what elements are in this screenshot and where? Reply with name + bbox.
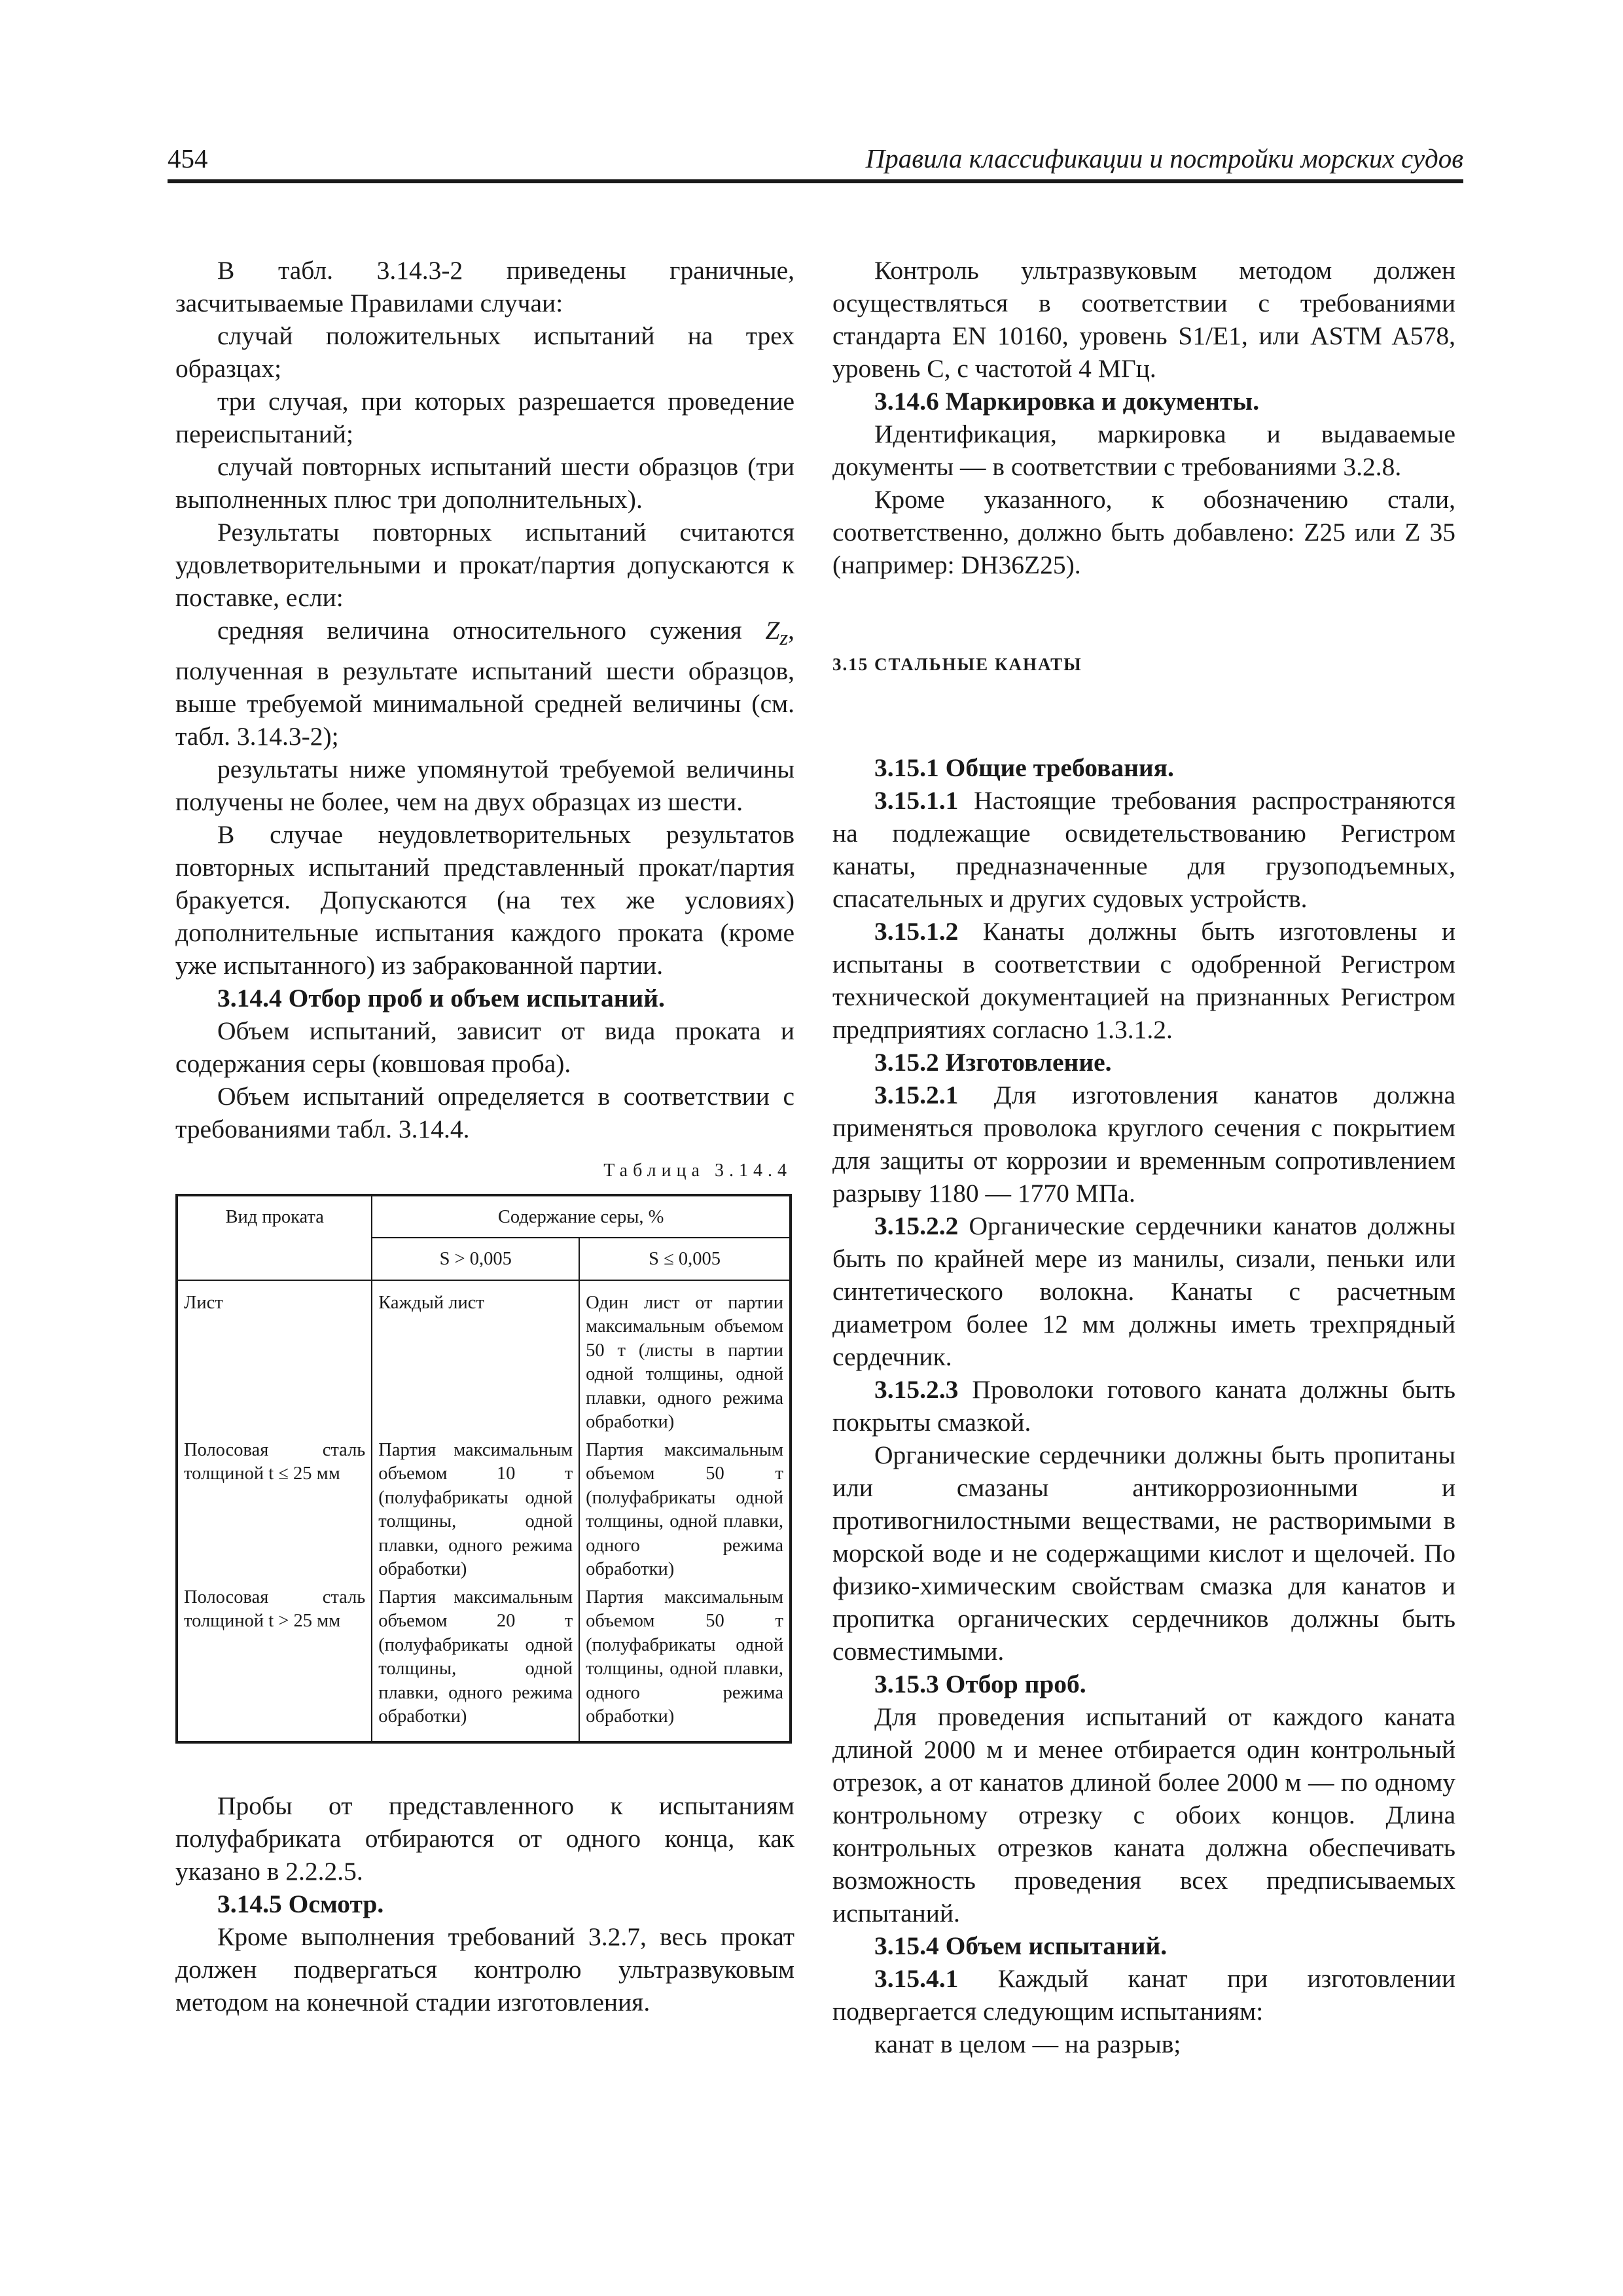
clause-number: 3.15.1.2 [874, 917, 959, 946]
heading-3-15-4: 3.15.4 Объем испытаний. [874, 1931, 1168, 1960]
cell-gt: Партия максимальным объемом 10 т (полуфабрикаты одной толщины, одной плавки, одного режима обработки) [372, 1435, 579, 1582]
paragraph: Для проведения испытаний от каждого каната длиной 2000 м и менее отбирается один контрольный отрезок, а от канатов длиной более 2000 м — по одному контрольному отрезку с обоих концов. Длина контрольных отрезков каната должна обеспечивать возможность проведения всех предписываемых испытаний. [832, 1702, 1455, 1928]
clause-text: Для изготовления канатов должна применяться проволока круглого сечения с покрытием для защиты от коррозии и временным сопротивлением разрыву 1180 — 1770 МПа. [832, 1081, 1455, 1208]
right-column [832, 254, 1455, 2060]
paragraph: канат в целом — на разрыв; [874, 2030, 1181, 2058]
header-sulfur: Содержание серы, % [372, 1195, 791, 1238]
text-fragment: средняя величина относительного сужения [217, 616, 766, 645]
paragraph: случай положительных испытаний на трех образцах; [175, 321, 794, 383]
clause-number: 3.15.4.1 [874, 1964, 959, 1993]
heading-3-14-6: 3.14.6 Маркировка и документы. [874, 387, 1260, 416]
clause-3-15-2-1 [832, 1079, 1455, 1210]
clause-text: Канаты должны быть изготовлены и испытаны в соответствии с одобренной Регистром технической документацией на признанных Регистром предприятиях согласно 1.3.1.2. [832, 917, 1455, 1044]
cell-le: Партия максимальным объемом 50 т (полуфабрикаты одной толщины, одной плавки, одного режима обработки) [579, 1435, 791, 1582]
clause-3-15-1-1 [832, 784, 1455, 915]
paragraph: Идентификация, маркировка и выдаваемые документы — в соответствии с требованиями 3.2.8. [832, 420, 1455, 481]
paragraph: В случае неудовлетворительных результатов повторных испытаний представленный прокат/партия бракуется. Допускаются (на тех же условиях) дополнительные испытания каждого проката (кроме уже испытанного) из забракованной партии. [175, 819, 794, 980]
paragraph: Кроме выполнения требований 3.2.7, весь прокат должен подвергаться контролю ультразвуковым методом на конечной стадии изготовления. [175, 1922, 794, 2017]
paragraph: Объем испытаний, зависит от вида проката и содержания серы (ковшовая проба). [175, 1016, 794, 1078]
cell-kind: Полосовая сталь толщиной t > 25 мм [177, 1582, 372, 1742]
heading-3-15-1: 3.15.1 Общие требования. [874, 753, 1174, 782]
paragraph: Кроме указанного, к обозначению стали, соответственно, должно быть добавлено: Z25 или Z 35 (например: DH36Z25). [832, 485, 1455, 579]
header-sulfur-le: S ≤ 0,005 [579, 1238, 791, 1280]
clause-text: Проволоки готового каната должны быть покрыты смазкой. [832, 1375, 1455, 1437]
table-caption: Таблица 3.14.4 [603, 1160, 792, 1181]
section-title-3-15: 3.15 СТАЛЬНЫЕ КАНАТЫ [832, 655, 1082, 674]
table-3-14-4 [175, 1194, 792, 1744]
heading-3-14-5: 3.14.5 Осмотр. [217, 1889, 384, 1918]
clause-number: 3.15.2.1 [874, 1081, 959, 1109]
clause-text: Органические сердечники канатов должны быть по крайней мере из манилы, сизали, пеньки или синтетического волокна. Канаты с расчетным диаметром более 12 мм должны иметь трехпрядный сердечник. [832, 1211, 1455, 1371]
paragraph: Органические сердечники должны быть пропитаны или смазаны антикоррозионными и противогнилостными веществами, не растворимыми в морской воде и не содержащими кислот и щелочей. По физико-химическим свойствам смазка для канатов и пропитка органических сердечников должны быть совместимыми. [832, 1441, 1455, 1666]
clause-3-15-4-1 [832, 1962, 1455, 2028]
clause-text: Настоящие требования распространяются на подлежащие освидетельствованию Регистром канаты, предназначенные для грузоподъемных, спасательных и других судовых устройств. [832, 786, 1455, 913]
cell-kind: Полосовая сталь толщиной t ≤ 25 мм [177, 1435, 372, 1582]
paragraph: Результаты повторных испытаний считаются удовлетворительными и прокат/партия допускаются к поставке, если: [175, 518, 794, 612]
clause-text: Каждый канат при изготовлении подвергается следующим испытаниям: [832, 1964, 1455, 2026]
cell-gt: Партия максимальным объемом 20 т (полуфабрикаты одной толщины, одной плавки, одного режима обработки) [372, 1582, 579, 1742]
cell-le: Один лист от партии максимальным объемом 50 т (листы в партии одной толщины, одной плавки, одного режима обработки) [579, 1280, 791, 1435]
cell-kind: Лист [177, 1280, 372, 1435]
clause-3-15-1-2 [832, 915, 1455, 1046]
clause-number: 3.15.2.3 [874, 1375, 959, 1404]
text-fragment: , полученная в результате испытаний шести образцов, выше требуемой минимальной средней величины (см. табл. 3.14.3-2); [175, 616, 794, 751]
table-row [177, 1435, 791, 1582]
paragraph: Объем испытаний определяется в соответствии с требованиями табл. 3.14.4. [175, 1081, 794, 1143]
paragraph: результаты ниже упомянутой требуемой величины получены не более, чем на двух образцах из шести. [175, 754, 794, 816]
paragraph-reduction [175, 614, 794, 753]
heading-3-14-4: 3.14.4 Отбор проб и объем испытаний. [217, 983, 665, 1013]
running-title: Правила классификации и постройки морских судов [865, 143, 1463, 173]
paragraph: В табл. 3.14.3-2 приведены граничные, засчитываемые Правилами случаи: [175, 256, 794, 317]
left-column [175, 254, 794, 2018]
header-sulfur-gt: S > 0,005 [372, 1238, 579, 1280]
symbol-z-subscript: z [779, 626, 789, 650]
heading-3-15-2: 3.15.2 Изготовление. [874, 1048, 1112, 1077]
page-header [168, 136, 1463, 183]
clause-number: 3.15.1.1 [874, 786, 959, 815]
header-kind: Вид проката [177, 1195, 372, 1280]
cell-gt: Каждый лист [372, 1280, 579, 1435]
symbol-z: Z [765, 616, 780, 645]
clause-3-15-2-2 [832, 1210, 1455, 1373]
clause-3-15-2-3 [832, 1373, 1455, 1439]
cell-le: Партия максимальным объемом 50 т (полуфабрикаты одной толщины, одной плавки, одного режима обработки) [579, 1582, 791, 1742]
table-row [177, 1582, 791, 1742]
heading-3-15-3: 3.15.3 Отбор проб. [874, 1670, 1086, 1698]
paragraph: случай повторных испытаний шести образцов (три выполненных плюс три дополнительных). [175, 452, 794, 514]
paragraph: три случая, при которых разрешается проведение переиспытаний; [175, 387, 794, 448]
clause-number: 3.15.2.2 [874, 1211, 959, 1240]
paragraph: Пробы от представленного к испытаниям полуфабриката отбираются от одного конца, как указано в 2.2.2.5. [175, 1791, 794, 1886]
page-number: 454 [168, 143, 208, 173]
table-row [177, 1280, 791, 1435]
paragraph: Контроль ультразвуковым методом должен осуществляться в соответствии с требованиями стандарта EN 10160, уровень S1/E1, или ASTM A578, уровень C, с частотой 4 МГц. [832, 256, 1455, 383]
